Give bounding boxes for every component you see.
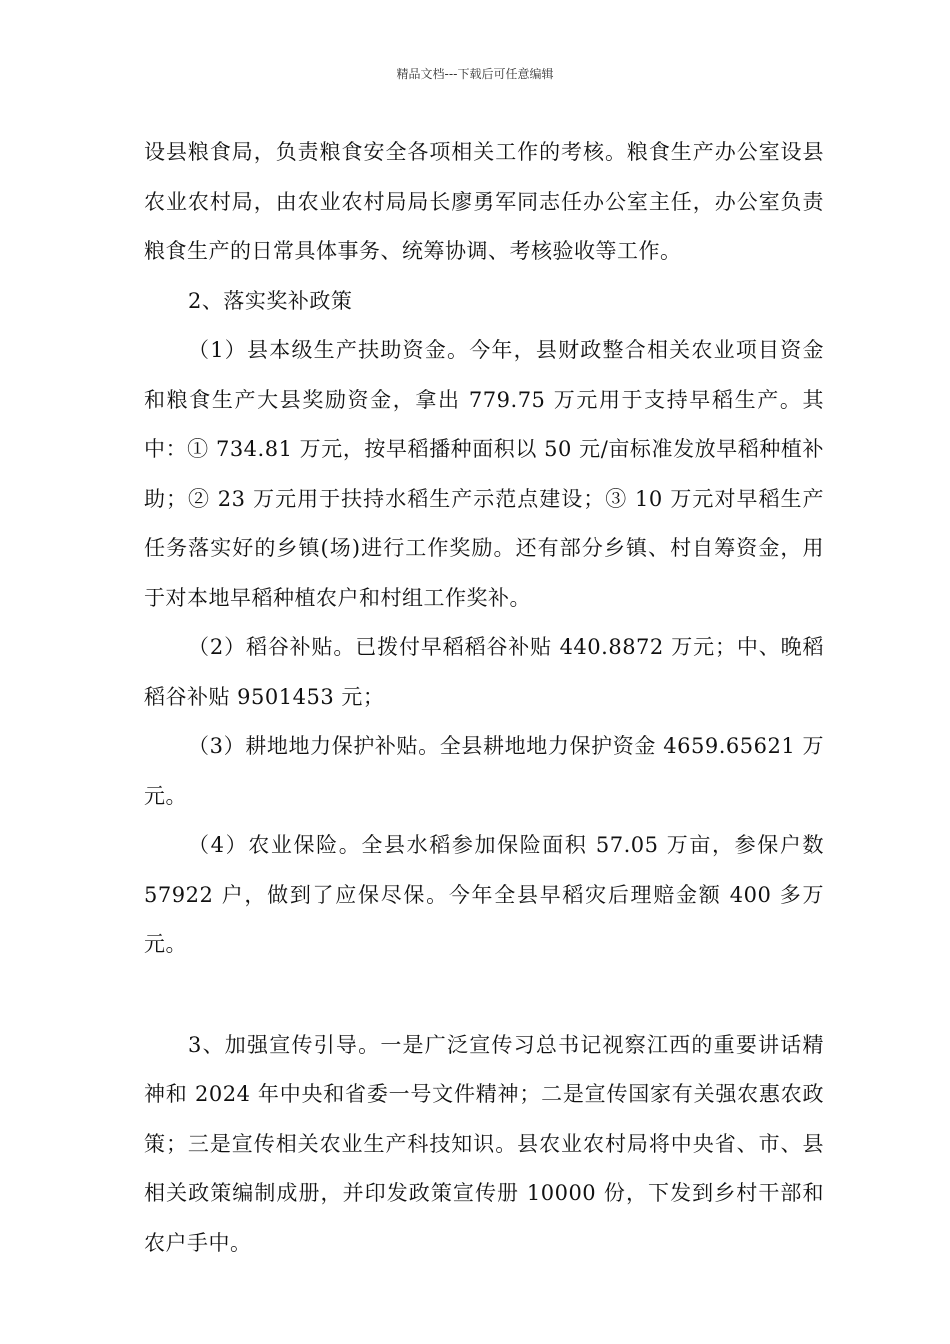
paragraph-grain-office: 设县粮食局，负责粮食安全各项相关工作的考核。粮食生产办公室设县农业农村局，由农业农村局局长廖勇军同志任办公室主任，办公室负责粮食生产的日常具体事务、统筹协调、考核验收等工作。 [144,140,824,263]
paragraph-farmland-protection: （3）耕地地力保护补贴。全县耕地地力保护资金 4659.65621 万元。 [144,734,824,808]
section-heading-subsidy-policy: 2、落实奖补政策 [188,288,353,313]
page-header: 精品文档---下载后可任意编辑 [396,67,554,81]
paragraph-publicity: 3、加强宣传引导。一是广泛宣传习总书记视察江西的重要讲话精神和 2024 年中央和省委一号文件精神；二是宣传国家有关强农惠农政策；三是宣传相关农业生产科技知识。县农业农村局将中央省、市、县相关政策编制成册，并印发政策宣传册 10000 份，下发到乡村干部和农户手中。 [144,1032,824,1255]
paragraph-rice-subsidy: （2）稻谷补贴。已拨付早稻稻谷补贴 440.8872 万元；中、晚稻稻谷补贴 9501453 元； [144,635,824,709]
paragraph-agri-insurance: （4）农业保险。全县水稻参加保险面积 57.05 万亩，参保户数 57922 户，做到了应保尽保。今年全县早稻灾后理赔金额 400 多万元。 [144,833,824,956]
document-body [144,128,824,1268]
paragraph-county-funds: （1）县本级生产扶助资金。今年，县财政整合相关农业项目资金和粮食生产大县奖励资金，拿出 779.75 万元用于支持早稻生产。其中：① 734.81 万元，按早稻播种面积以 50 元/亩标准发放早稻种植补助；② 23 万元用于扶持水稻生产示范点建设；③ 10 万元对早稻生产任务落实好的乡镇(场)进行工作奖励。还有部分乡镇、村自筹资金，用于对本地早稻种植农户和村组工作奖补。 [144,338,824,610]
